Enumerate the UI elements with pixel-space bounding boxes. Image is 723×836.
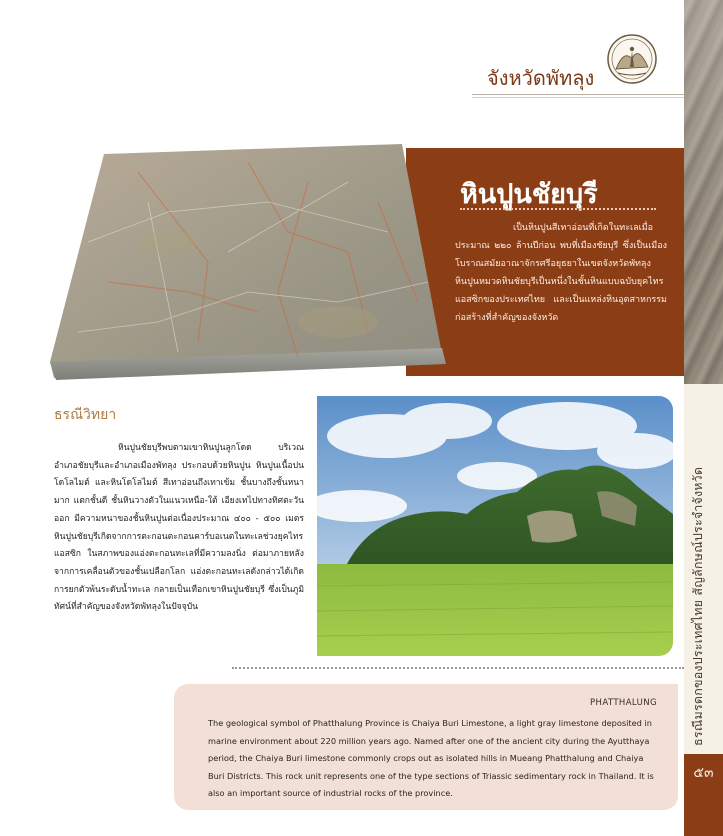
section-divider [232, 667, 684, 669]
page-number: ๕๓ [693, 765, 714, 781]
side-vertical-title: ธรณีมรดกของประเทศไทย สัญลักษณ์ประจำจังหวัด [690, 466, 705, 746]
header-rule [472, 94, 684, 95]
feature-title: หินปูนชัยบุรี [460, 179, 598, 210]
province-title: จังหวัดพัทลุง [487, 66, 595, 90]
limestone-slab-image [48, 142, 450, 380]
geology-heading: ธรณีวิทยา [54, 407, 117, 423]
provincial-seal-icon [606, 33, 658, 85]
english-summary-text: The geological symbol of Phatthalung Province is Chaiya Buri Limestone, a light gray limestone deposited in marine environment about 220 million years ago. Named after one of the ancient city during the Ayutthaya period, the Chaiya Buri limestone commonly crops out as isolated hills in Mueang Phatthalung and Chaiya Buri Districts. This rock unit represents one of the type sections of Triassic sedimentary rock in Thailand. It is also an important source of industrial rocks of the province. [208, 718, 654, 799]
feature-description: เป็นหินปูนสีเทาอ่อนที่เกิดในทะเลเมื่อประมาณ ๒๒๐ ล้านปีก่อน พบที่เมืองชัยบุรี ซึ่งเป็นเมืองโบราณสมัยอาณาจักรศรีอยุธยาในเขตจังหวัดพัทลุง หินปูนหมวดหินชัยบุรีเป็นหนึ่งในชั้นหินแบบฉบับยุคไทรแอสซิกของประเทศไทย และเป็นแหล่งหินอุตสาหกรรมก่อสร้างที่สำคัญของจังหวัด [455, 223, 667, 323]
side-marble-strip [684, 0, 723, 836]
geology-text: หินปูนชัยบุรีพบตามเขาหินปูนลูกโดด บริเวณอำเภอชัยบุรีและอำเภอเมืองพัทลุง ประกอบด้วยหินปูน หินปูนเนื้อปนโดโลไมต์ และหินโดโลไมต์ สีเทาอ่อนถึงเทาเข้ม ชั้นบางถึงชั้นหนามาก แตกชั้นดี ชั้นหินวางตัวในแนวเหนือ-ใต้ เอียงเทไปทางทิศตะวันออก มีความหนาของชั้นหินปูนต่อเนื่องประมาณ ๔๐๐ - ๕๐๐ เมตร หินปูนชัยบุรีเกิดจากการตะกอนตะกอนคาร์บอเนตในทะเลช่วงยุคไทรแอสซิก ในสภาพของแอ่งตะกอนทะเลที่มีความลงนิ่ง ต่อมาภายหลังจากการเคลื่อนตัวของชั้นเปลือกโลก แอ่งตะกอนทะเลดังกล่าวได้เกิดการยกตัวพ้นระดับน้ำทะเล กลายเป็นเทือกเขาหินปูนชัยบุรี ซึ่งเป็นภูมิทัศน์ที่สำคัญของจังหวัดพัทลุงในปัจจุบัน [54, 443, 304, 613]
limestone-hills-photo [317, 396, 673, 656]
english-summary-title: PHATTHALUNG [590, 698, 657, 708]
header-rule-secondary [472, 97, 684, 98]
feature-title-underline [460, 208, 656, 210]
